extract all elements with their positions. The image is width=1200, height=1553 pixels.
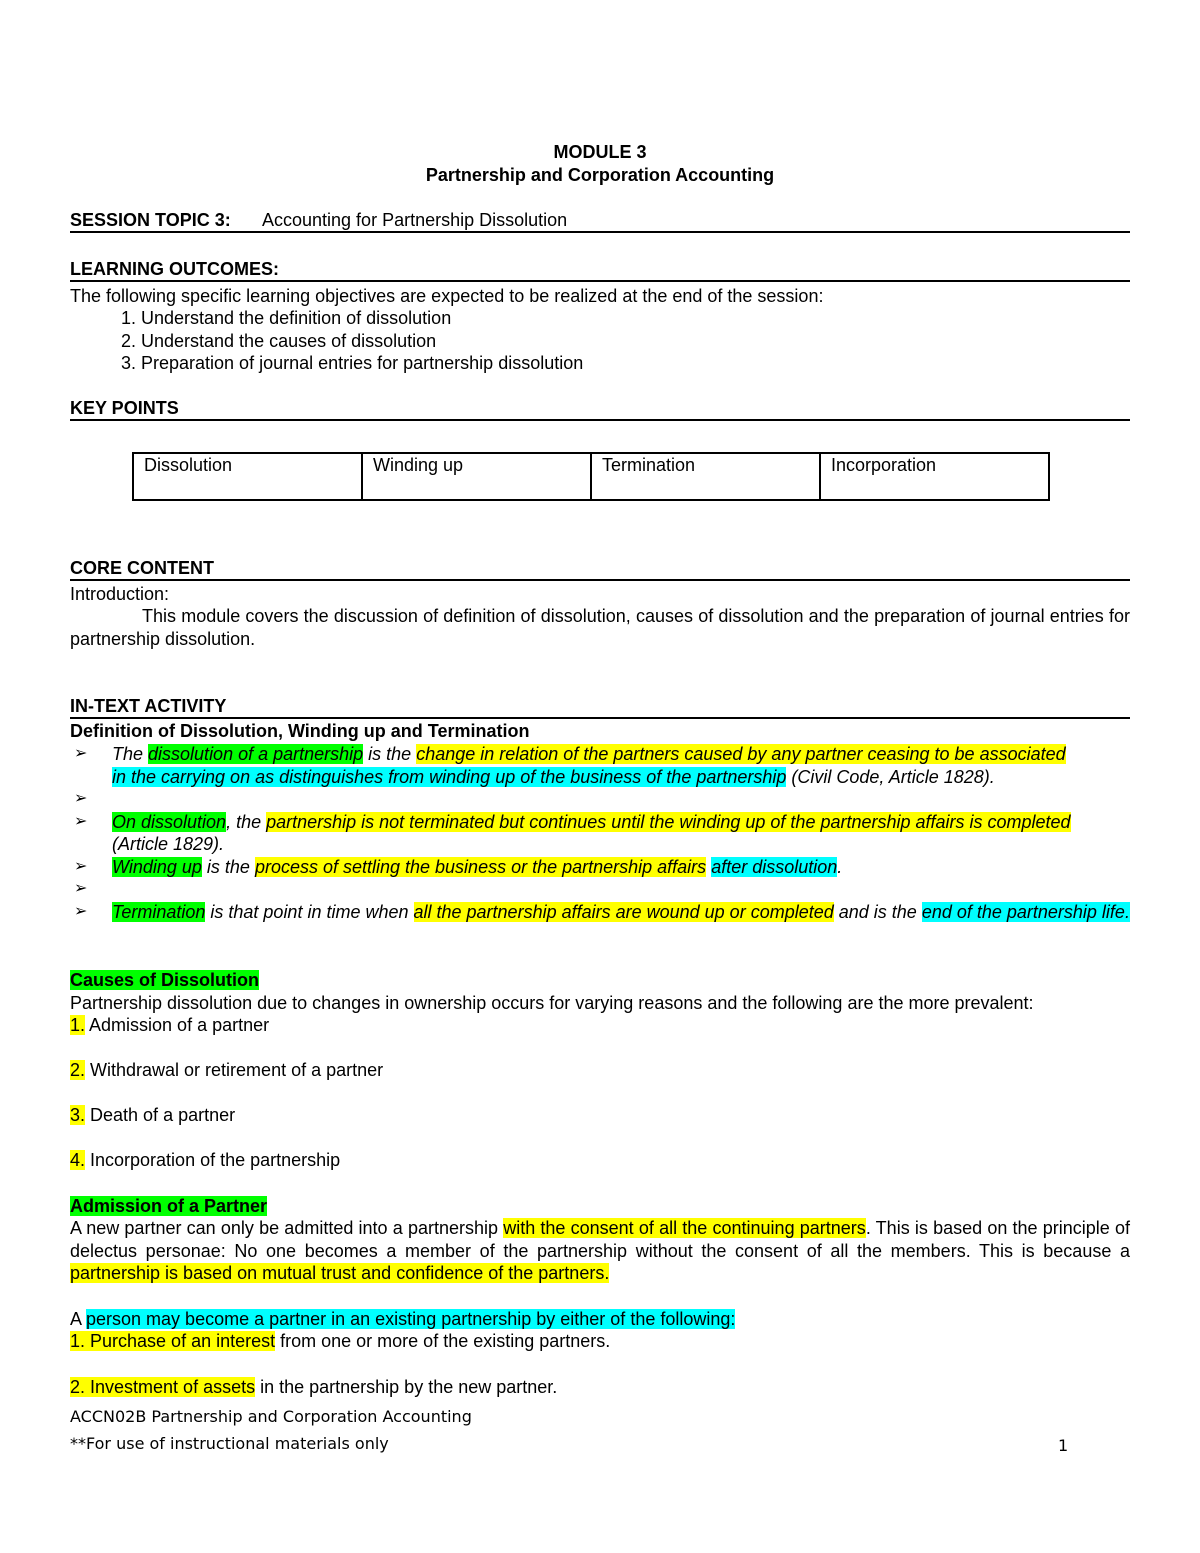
arrow-bullet-icon: ➢ — [74, 880, 88, 897]
key-point-cell: Termination — [591, 453, 820, 500]
list-item: 1. Understand the definition of dissolution — [141, 307, 583, 330]
session-topic-label: SESSION TOPIC 3: — [70, 210, 231, 230]
footer-note: **For use of instructional materials only — [70, 1434, 389, 1453]
footer-course: ACCN02B Partnership and Corporation Accounting — [70, 1407, 472, 1426]
list-item: 2. Investment of assets in the partnership by the new partner. — [70, 1377, 558, 1397]
key-point-cell: Dissolution — [133, 453, 362, 500]
page-number: 1 — [1058, 1436, 1069, 1455]
arrow-bullet-icon: ➢ — [74, 812, 88, 830]
core-content-heading: CORE CONTENT — [70, 557, 1130, 581]
key-points-table — [132, 452, 1050, 501]
list-item: 2. Withdrawal or retirement of a partner — [70, 1060, 384, 1080]
list-item — [70, 878, 1130, 901]
list-item: ➢ Winding up is the process of settling the business or the partnership affairs after dissolution. — [74, 856, 843, 877]
session-topic-text: Accounting for Partnership Dissolution — [262, 210, 568, 230]
key-point-cell: Winding up — [362, 453, 591, 500]
list-item: ➢ On dissolution, the partnership is not terminated but continues until the winding up of the partnership affairs is completed (Article 1829). — [74, 811, 1071, 854]
causes-heading: Causes of Dissolution — [70, 970, 260, 990]
list-item: 3. Death of a partner — [70, 1105, 236, 1125]
list-item: 2. Understand the causes of dissolution — [141, 330, 583, 353]
session-topic — [70, 209, 1130, 233]
introduction-label: Introduction: — [70, 584, 170, 604]
admission-paragraph: A new partner can only be admitted into a partnership with the consent of all the continuing partners. This is based on the principle of delectus personae: No one becomes a member of the partnership without the consent of all the members. This is because a partnership is based on mutual trust and confidence of the partners. — [70, 1218, 1130, 1283]
admission-heading: Admission of a Partner — [70, 1196, 268, 1216]
module-title: MODULE 3 — [553, 142, 647, 162]
in-text-activity-heading: IN-TEXT ACTIVITY — [70, 695, 1130, 719]
definition-subheading: Definition of Dissolution, Winding up and Termination — [70, 721, 530, 741]
list-item: 1. Purchase of an interest from one or more of the existing partners. — [70, 1331, 611, 1351]
admission-methods-intro: A person may become a partner in an existing partnership by either of the following: — [70, 1309, 736, 1329]
learning-outcomes-heading: LEARNING OUTCOMES: — [70, 258, 1130, 282]
list-item — [70, 788, 1130, 811]
course-title: Partnership and Corporation Accounting — [425, 165, 775, 185]
definition-bullets — [70, 743, 1130, 923]
learning-outcomes-list — [70, 307, 583, 375]
arrow-bullet-icon: ➢ — [74, 902, 88, 920]
key-points-heading: KEY POINTS — [70, 397, 1130, 421]
arrow-bullet-icon: ➢ — [74, 745, 88, 762]
list-item: ➢ The dissolution of a partnership is the change in relation of the partners caused by any partner ceasing to be associated in the carrying on as distinguishes from winding up of the business of the partnership (Civil Code, Article 1828). — [74, 744, 1066, 787]
key-point-cell: Incorporation — [820, 453, 1049, 500]
list-item: 4. Incorporation of the partnership — [70, 1150, 341, 1170]
list-item: 3. Preparation of journal entries for partnership dissolution — [141, 352, 583, 375]
arrow-bullet-icon: ➢ — [74, 857, 88, 875]
learning-outcomes-intro: The following specific learning objectives are expected to be realized at the end of the session: — [70, 286, 824, 306]
introduction-text: This module covers the discussion of definition of dissolution, causes of dissolution and the preparation of journal entries for partnership dissolution. — [70, 606, 1130, 649]
list-item: ➢ Termination is that point in time when all the partnership affairs are wound up or completed and is the end of the partnership life. — [74, 901, 1130, 922]
arrow-bullet-icon: ➢ — [74, 790, 88, 807]
list-item: 1. Admission of a partner — [70, 1015, 270, 1035]
causes-intro: Partnership dissolution due to changes in ownership occurs for varying reasons and the following are the more prevalent: — [70, 993, 1034, 1013]
